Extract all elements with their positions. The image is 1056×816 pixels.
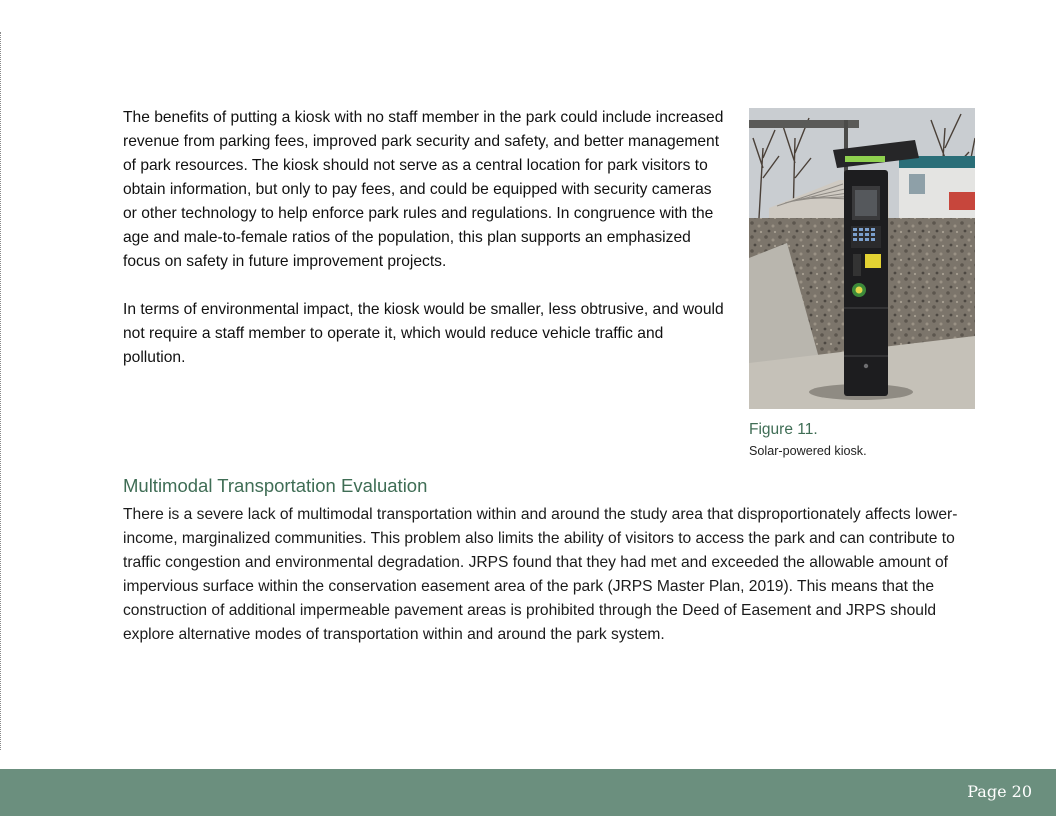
intro-paragraph-benefits: The benefits of putting a kiosk with no staff member in the park could include increased revenue from parking fees, improved park security and safety, and better management of park resources. The kiosk should not serve as a central location for park visitors to obtain information, but only to pay fees, and could be equipped with security cameras or other technology to help enforce park rules and regulations. In congruence with the age and male-to-female ratios of the population, this plan supports an emphasized focus on safety in future improvement projects. — [123, 109, 724, 270]
page-number: Page 20 — [967, 782, 1032, 801]
kiosk-figure — [749, 108, 975, 459]
intro-text — [123, 106, 729, 370]
left-margin-rule — [0, 32, 1, 750]
kiosk-photo — [749, 108, 975, 409]
section-heading: Multimodal Transportation Evaluation — [123, 475, 428, 496]
figure-label: Figure 11. — [749, 421, 818, 438]
section-body-text: There is a severe lack of multimodal transportation within and around the study area that disproportionately affects lower-income, marginalized communities. This problem also limits the ability of visitors to access the park and can contribute to traffic congestion and environmental degradation. JRPS found that they had met and exceeded the allowable amount of impervious surface within the conservation easement area of the park (JRPS Master Plan, 2019). This means that the construction of additional impermeable pavement areas is prohibited through the Deed of Easement and JRPS should explore alternative modes of transportation within and around the park system. — [123, 506, 958, 643]
footer-band — [0, 769, 1056, 816]
figure-caption: Solar-powered kiosk. — [749, 444, 867, 458]
intro-paragraph-environment: In terms of environmental impact, the kiosk would be smaller, less obtrusive, and would not require a staff member to operate it, which would reduce vehicle traffic and pollution. — [123, 301, 724, 366]
